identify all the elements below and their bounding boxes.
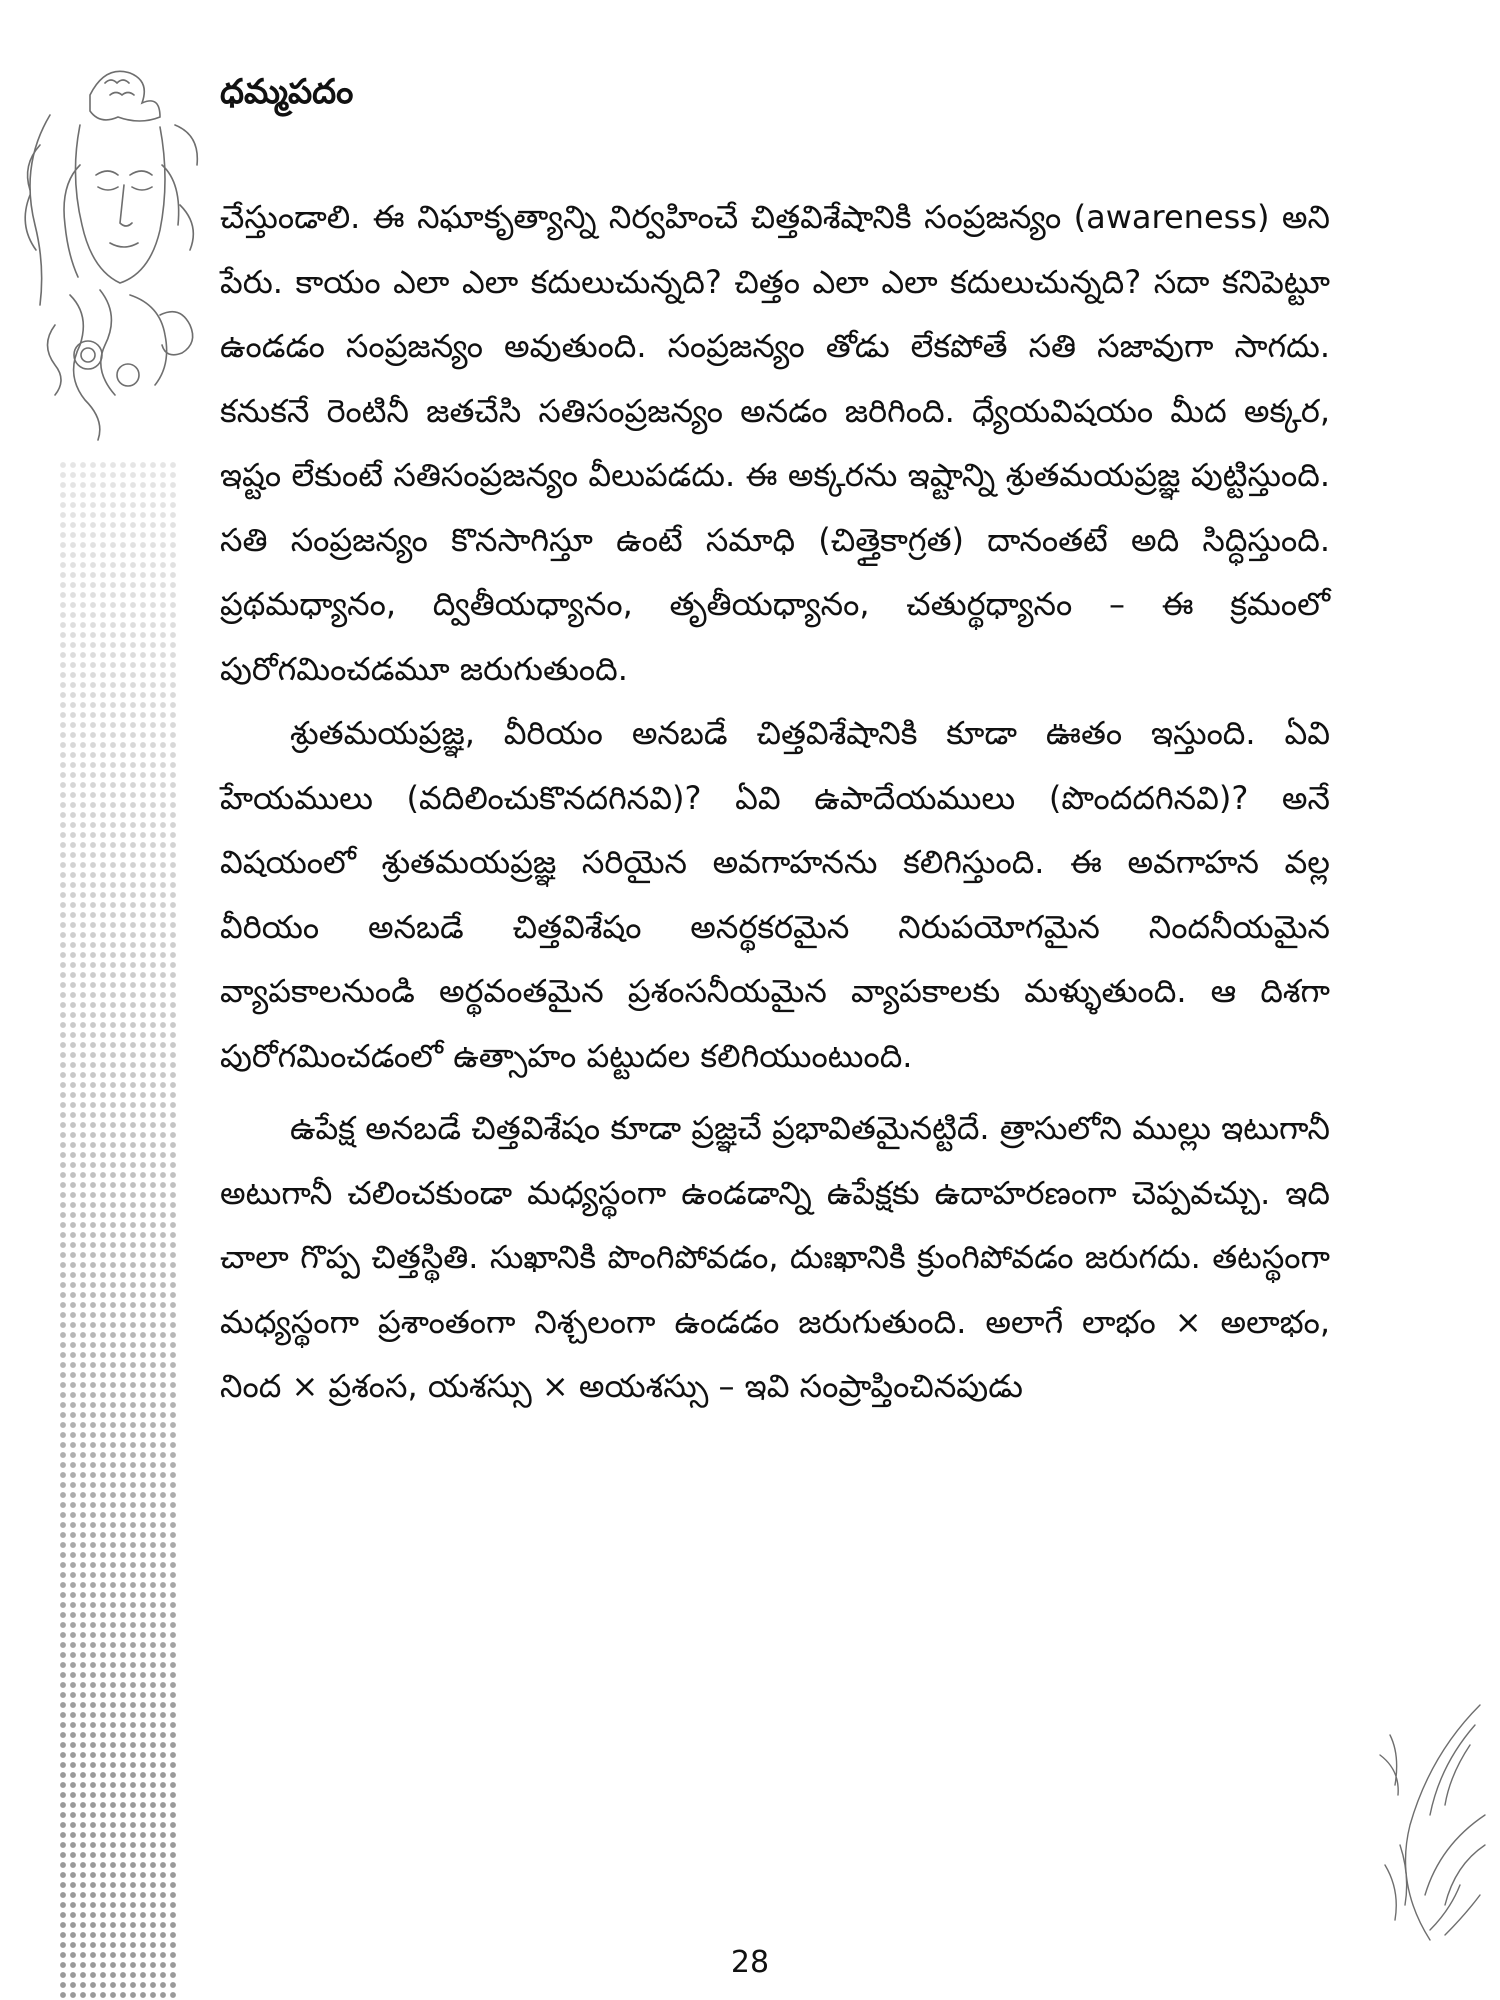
paragraph-2: శ్రుతమయప్రజ్ఞ, వీరియం అనబడే చిత్తవిశేషానికి కూడా ఊతం ఇస్తుంది. ఏవి హేయములు (వదిలించుకొనదగినవి)? ఏవి ఉపాదేయములు (పొందదగినవి)? అనే విషయంలో శ్రుతమయప్రజ్ఞ సరియైన అవగాహనను కలిగిస్తుంది. ఈ అవగాహన వల్ల వీరియం అనబడే చిత్తవిశేషం అనర్థకరమైన నిరుపయోగమైన నిందనీయమైన వ్యాపకాలనుండి అర్థవంతమైన ప్రశంసనీయమైన వ్యాపకాలకు మళ్ళుతుంది. ఆ దిశగా పురోగమించడంలో ఉత్సాహం పట్టుదల కలిగియుంటుంది. — [220, 714, 1330, 1075]
leaf-sketch-illustration — [1370, 1695, 1490, 1945]
paragraph-3: ఉపేక్ష అనబడే చిత్తవిశేషం కూడా ప్రజ్ఞచే ప్రభావితమైనట్టిదే. త్రాసులోని ముల్లు ఇటుగానీ అటుగానీ చలించకుండా మధ్యస్థంగా ఉండడాన్ని ఉపేక్షకు ఉదాహరణంగా చెప్పవచ్చు. ఇది చాలా గొప్ప చిత్తస్థితి. సుఖానికి పొంగిపోవడం, దుఃఖానికి క్రుంగిపోవడం జరుగదు. తటస్థంగా మధ్యస్థంగా ప్రశాంతంగా నిశ్చలంగా ఉండడం జరుగుతుంది. అలాగే లాభం × అలాభం, నింద × ప్రశంస, యశస్సు × అయశస్సు – ఇవి సంప్రాప్తించినపుడు — [220, 1109, 1330, 1405]
page-number: 28 — [730, 1945, 770, 1980]
halftone-margin-strip — [58, 460, 178, 2000]
body-text — [220, 185, 1330, 1419]
running-title: ధమ్మపదం — [220, 72, 354, 112]
buddha-sketch-illustration — [10, 55, 225, 445]
paragraph-1: చేస్తుండాలి. ఈ నిఘాకృత్యాన్ని నిర్వహించే చిత్తవిశేషానికి సంప్రజన్యం (awareness) అని పేరు. కాయం ఎలా ఎలా కదులుచున్నది? చిత్తం ఎలా ఎలా కదులుచున్నది? సదా కనిపెట్టూ ఉండడం సంప్రజన్యం అవుతుంది. సంప్రజన్యం తోడు లేకపోతే సతి సజావుగా సాగదు. కనుకనే రెంటినీ జతచేసి సతిసంప్రజన్యం అనడం జరిగింది. ధ్యేయవిషయం మీద అక్కర, ఇష్టం లేకుంటే సతిసంప్రజన్యం వీలుపడదు. ఈ అక్కరను ఇష్టాన్ని శ్రుతమయప్రజ్ఞ పుట్టిస్తుంది. సతి సంప్రజన్యం కొనసాగిస్తూ ఉంటే సమాధి (చిత్తైకాగ్రత) దానంతటే అది సిద్ధిస్తుంది. ప్రథమధ్యానం, ద్వితీయధ్యానం, తృతీయధ్యానం, చతుర్థధ్యానం – ఈ క్రమంలో పురోగమించడమూ జరుగుతుంది. — [220, 198, 1330, 688]
